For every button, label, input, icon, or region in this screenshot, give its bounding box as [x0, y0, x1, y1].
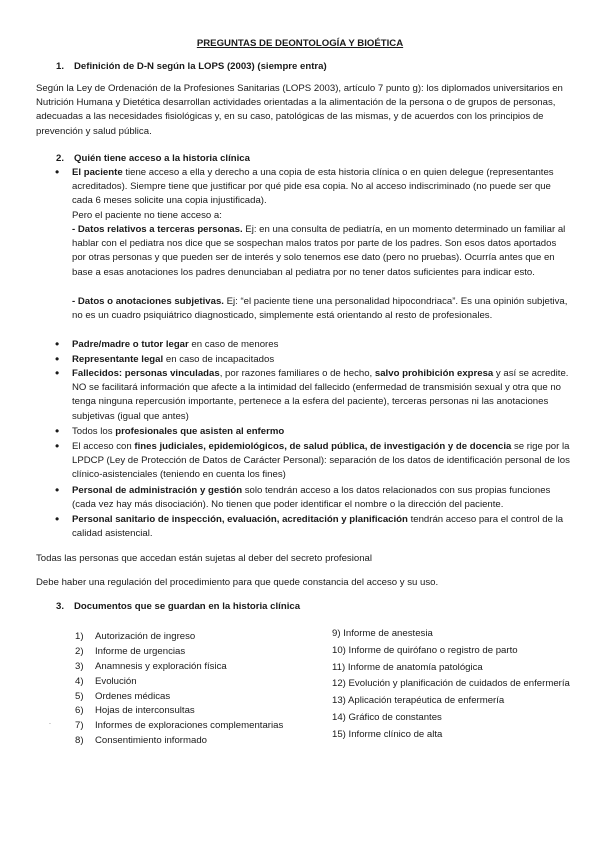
- stray-mark: .: [49, 719, 51, 726]
- list-item: [75, 675, 335, 690]
- access-professionals-label: profesionales que asisten al enfermo: [115, 426, 285, 437]
- list-item-text: Autorización de ingreso: [95, 631, 196, 642]
- access-guardian-label: Padre/madre o tutor legar: [72, 339, 189, 350]
- access-judicial: [72, 440, 570, 483]
- access-administration: [72, 484, 570, 512]
- subjective-notes: [72, 295, 570, 323]
- note-regulation: Debe haber una regulación del procedimiento para que quede constancia del acceso y su uso.: [36, 577, 439, 588]
- third-party-data-text: Ej: en una consulta de pediatría, en un momento determinado un familiar al hablar con el pediatra nos dice que se sospechan malos tratos por parte de los padres. Son esos datos aportados por otras personas y que pueden ser de interés y solo tenemos ese dato (pero no pruebas). Ocurría antes que en base a esas anotaciones los padres denunciaban al pediatra por no tener datos suficientes para indicar esto.: [72, 224, 566, 278]
- list-item-text: Informe de urgencias: [95, 645, 186, 657]
- section-2-title: Quién tiene acceso a la historia clínica: [74, 153, 250, 164]
- section-3-number: 3.: [56, 601, 65, 612]
- access-administration-label: Personal de administración y gestión: [72, 485, 243, 496]
- access-professionals-text: Todos los: [72, 426, 116, 437]
- access-inspection-text: tendrán acceso para el control de la calidad asistencial.: [72, 514, 564, 540]
- list-item: [75, 704, 335, 719]
- list-item-text: Hojas de interconsultas: [95, 705, 195, 717]
- section-2-number: 2.: [56, 153, 65, 164]
- list-item: [75, 630, 335, 645]
- list-item: 10) Informe de quirófano o registro de parto: [332, 644, 518, 656]
- subjective-notes-label: - Datos o anotaciones subjetivas.: [72, 296, 224, 307]
- list-item: [75, 719, 335, 734]
- list-item-text: Informes de exploraciones complementarias: [95, 720, 284, 732]
- page-title: PREGUNTAS DE DEONTOLOGÍA Y BIOÉTICA: [196, 38, 404, 49]
- patient-no-access-intro: Pero el paciente no tiene acceso a:: [72, 210, 222, 221]
- third-party-data: [72, 223, 570, 280]
- list-item: [75, 690, 335, 705]
- access-guardian: [72, 338, 570, 352]
- access-deceased-label-2: salvo prohibición expresa: [374, 368, 494, 379]
- list-item-number: 6): [75, 705, 84, 717]
- list-item-number: 2): [75, 645, 84, 657]
- section-1-paragraph: Según la Ley de Ordenación de la Profesiones Sanitarias (LOPS 2003), artículo 7 punto g): los diplomados universitarios en Nutrición Humana y Dietética desarrollan actividades orientadas a la alimentación de la persona o de grupos de personas, adecuadas a las necesidades fisiológicas y, en su caso, patológicas de las mismas, y de acuerdos con los principios de prevención y salud pública.: [36, 83, 563, 137]
- access-legal-rep-text: en caso de incapacitados: [163, 354, 275, 365]
- access-patient-label: El paciente: [72, 167, 123, 178]
- list-item-number: 4): [75, 675, 84, 687]
- subjective-notes-text: Ej: “el paciente tiene una personalidad hipocondriaca”. Es una opinión subjetiva, no es un cuadro psiquiátrico diagnosticado, simplemente está orientando al resto de profesionales.: [72, 296, 568, 322]
- list-item: [75, 645, 335, 660]
- list-item: 12) Evolución y planificación de cuidados de enfermería: [332, 678, 570, 690]
- access-deceased-label: Fallecidos: personas vinculadas: [72, 368, 220, 379]
- access-deceased: [72, 367, 570, 424]
- access-professionals: [72, 425, 570, 439]
- list-item-number: 8): [75, 735, 84, 747]
- access-legal-rep: [72, 353, 570, 367]
- access-deceased-text-1: , por razones familiares o de hecho,: [219, 368, 375, 379]
- list-item: 14) Gráfico de constantes: [332, 711, 442, 723]
- list-item: 9) Informe de anestesia: [332, 628, 433, 639]
- third-party-data-label: - Datos relativos a terceras personas.: [72, 224, 243, 235]
- list-item-text: Anamnesis y exploración física: [95, 660, 227, 672]
- list-item: [75, 734, 335, 749]
- list-item-text: Ordenes médicas: [95, 690, 171, 702]
- note-secret: Todas las personas que accedan están sujetas al deber del secreto profesional: [36, 553, 372, 564]
- list-item: [75, 660, 335, 675]
- access-judicial-text-2: se rige por la LPDCP (Ley de Protección de Datos de Carácter Personal): separación de los datos de identificación personal de los clínico-asistenciales (teniendo en cuenta los fines): [72, 441, 570, 481]
- list-item-number: 7): [75, 720, 84, 732]
- documents-right-list: [332, 627, 572, 745]
- access-patient-text: tiene acceso a ella y derecho a una copia de esta historia clínica o en quien delegue (representantes acreditados). Siempre tiene que justificar por qué pide esa copia. No al acceso indiscriminado (no puede ser que cada 6 meses solicite una copia injustificada).: [72, 167, 554, 207]
- list-item: 15) Informe clínico de alta: [332, 728, 443, 740]
- section-1-title: Definición de D-N según la LOPS (2003) (siempre entra): [74, 61, 327, 72]
- list-item-number: 3): [75, 660, 84, 672]
- access-patient: [72, 166, 570, 209]
- access-inspection-label: Personal sanitario de inspección, evaluación, acreditación y planificación: [72, 514, 408, 525]
- list-item-text: Consentimiento informado: [95, 735, 207, 747]
- access-deceased-text-2: y así se acredite. NO se facilitará información que afecte a la intimidad del fallecido (enfermedad de transmisión sexual y otra que no tenga ninguna repercusión importante, pertenece a la esfera del paciente), terceras personas ni las anotaciones subjetivas (igual que antes): [72, 368, 569, 422]
- access-legal-rep-label: Representante legal: [72, 354, 164, 365]
- list-item-text: Evolución: [95, 675, 137, 687]
- list-item: 13) Aplicación terapéutica de enfermería: [332, 695, 505, 707]
- access-judicial-label: fines judiciales, epidemiológicos, de salud pública, de investigación y de docencia: [134, 441, 512, 452]
- list-item-number: 1): [75, 631, 84, 642]
- section-1-number: 1.: [56, 61, 65, 72]
- access-administration-text: solo tendrán acceso a los datos relacionados con sus propias funciones (cada vez hay más disociación). No tienen que poder identificar el nombre o la dirección del paciente.: [72, 485, 551, 511]
- list-item: 11) Informe de anatomía patológica: [332, 661, 483, 673]
- access-judicial-text-1: El acceso con: [72, 441, 135, 452]
- documents-left-list: [75, 630, 335, 749]
- access-guardian-text: en caso de menores: [188, 339, 279, 350]
- access-inspection: [72, 513, 570, 541]
- section-3-title: Documentos que se guardan en la historia clínica: [74, 601, 301, 612]
- list-item-number: 5): [75, 690, 84, 702]
